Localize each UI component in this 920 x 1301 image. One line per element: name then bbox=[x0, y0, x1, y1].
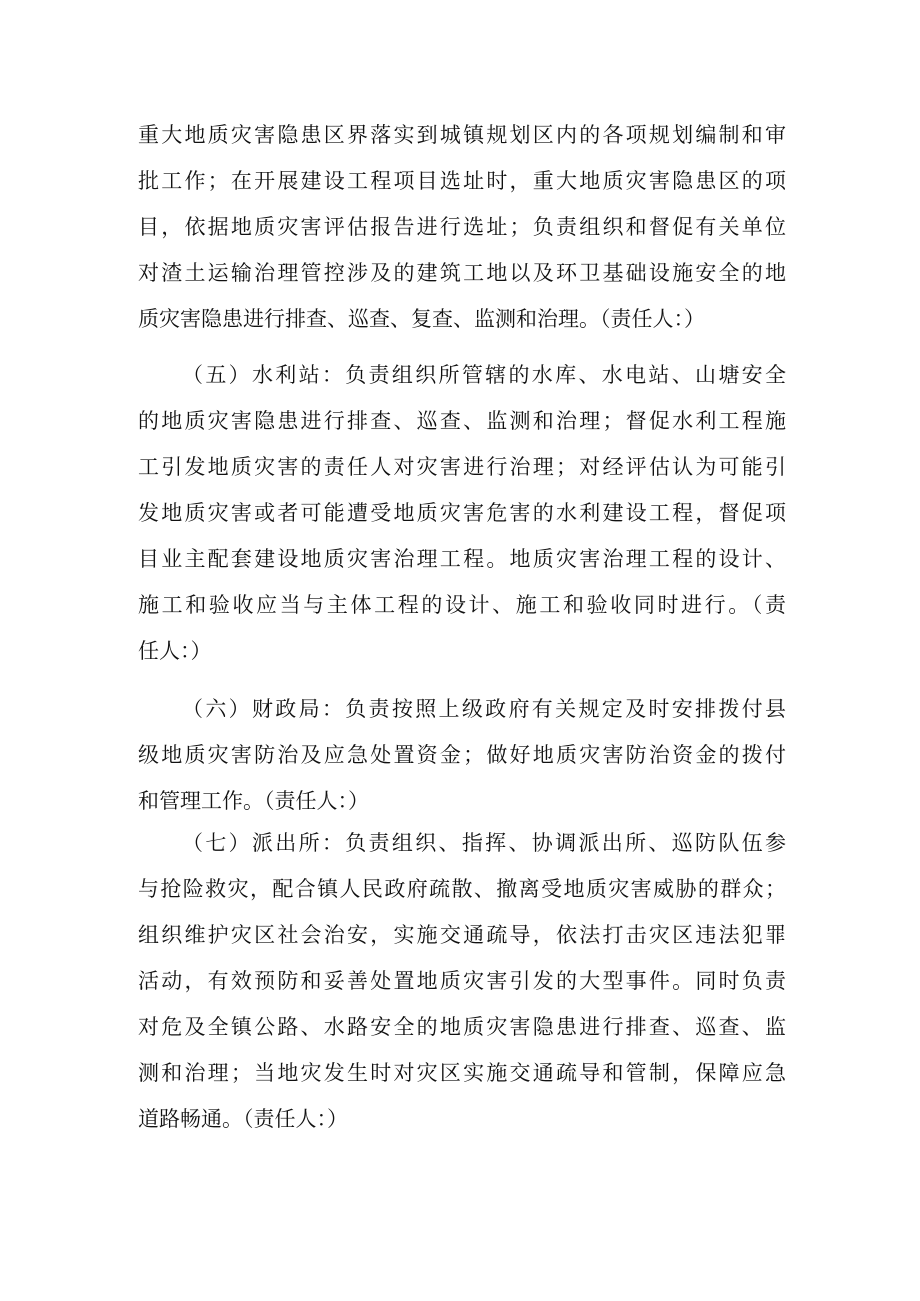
text-line: 施工和验收应当与主体工程的设计、施工和验收同时进行。（责 bbox=[138, 593, 786, 617]
text-line: 组织维护灾区社会治安，实施交通疏导，依法打击灾区违法犯罪 bbox=[138, 923, 786, 947]
paragraph-finance-bureau bbox=[138, 686, 786, 824]
text-line: 级地质灾害防治及应急处置资金；做好地质灾害防治资金的拨付 bbox=[138, 743, 786, 767]
text-line: 质灾害隐患进行排查、巡查、复查、监测和治理。（责任人：） bbox=[138, 307, 705, 331]
paragraph-police-station bbox=[138, 820, 786, 1142]
text-line: 目，依据地质灾害评估报告进行选址；负责组织和督促有关单位 bbox=[138, 215, 786, 239]
text-line: 发地质灾害或者可能遭受地质灾害危害的水利建设工程，督促项 bbox=[138, 501, 786, 525]
text-line: 测和治理；当地灾发生时对灾区实施交通疏导和管制，保障应急 bbox=[138, 1061, 786, 1085]
text-line: 的地质灾害隐患进行排查、巡查、监测和治理；督促水利工程施 bbox=[138, 409, 786, 433]
text-line: 工引发地质灾害的责任人对灾害进行治理；对经评估认为可能引 bbox=[138, 455, 786, 479]
paragraph-planning bbox=[138, 112, 786, 342]
text-line: 任人：） bbox=[138, 639, 212, 663]
text-line: 对渣土运输治理管控涉及的建筑工地以及环卫基础设施安全的地 bbox=[138, 261, 786, 285]
text-line: 活动，有效预防和妥善处置地质灾害引发的大型事件。同时负责 bbox=[138, 969, 786, 993]
text-line: 和管理工作。（责任人：） bbox=[138, 789, 369, 813]
text-line: 重大地质灾害隐患区界落实到城镇规划区内的各项规划编制和审 bbox=[138, 123, 786, 147]
text-line: 对危及全镇公路、水路安全的地质灾害隐患进行排查、巡查、监 bbox=[138, 1015, 786, 1039]
text-line: （七）派出所：负责组织、指挥、协调派出所、巡防队伍参 bbox=[182, 831, 786, 855]
text-line: （六）财政局：负责按照上级政府有关规定及时安排拨付县 bbox=[182, 697, 786, 721]
paragraph-water-station bbox=[138, 352, 786, 674]
text-line: 道路畅通。（责任人：） bbox=[138, 1107, 348, 1131]
text-line: 目业主配套建设地质灾害治理工程。地质灾害治理工程的设计、 bbox=[138, 547, 786, 571]
text-line: （五）水利站：负责组织所管辖的水库、水电站、山塘安全 bbox=[182, 363, 786, 387]
text-line: 与抢险救灾，配合镇人民政府疏散、撤离受地质灾害威胁的群众； bbox=[138, 877, 786, 901]
text-line: 批工作；在开展建设工程项目选址时，重大地质灾害隐患区的项 bbox=[138, 169, 786, 193]
